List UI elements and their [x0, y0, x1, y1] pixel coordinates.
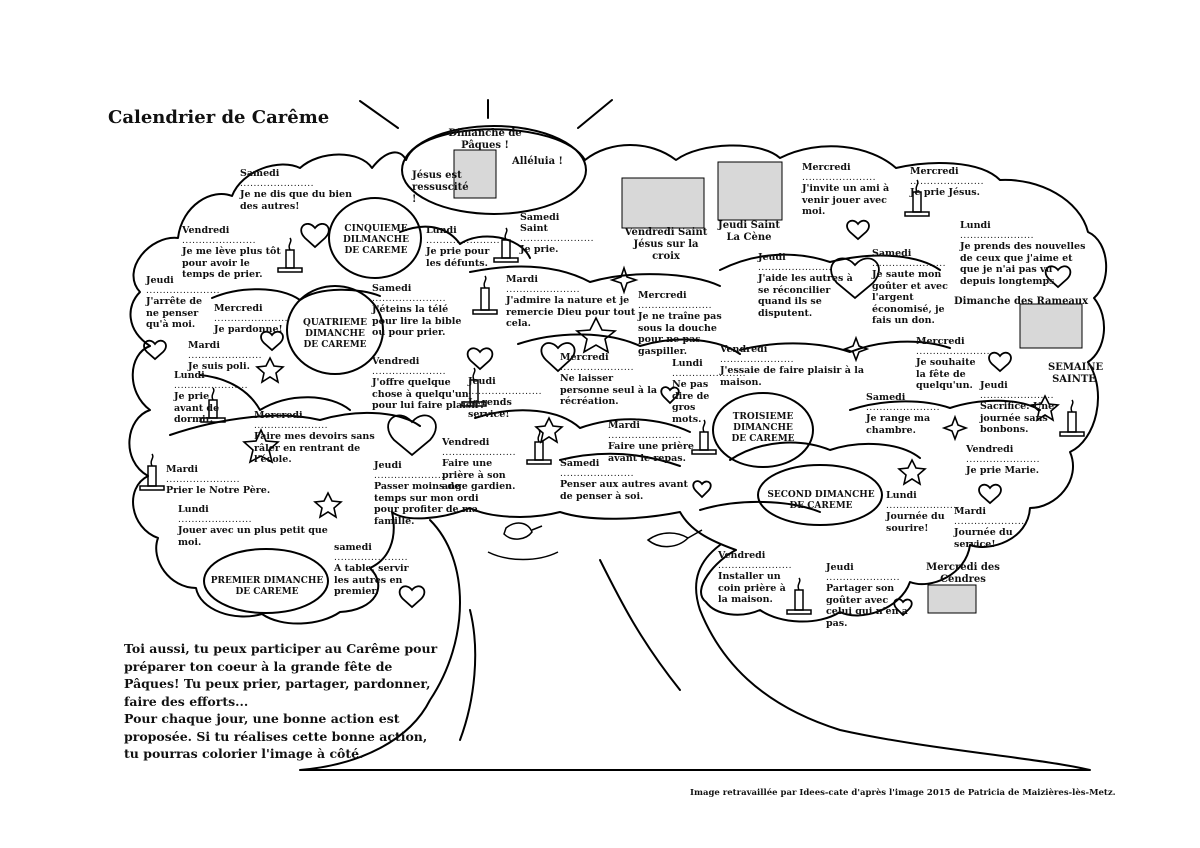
blank-line: ......................	[240, 179, 314, 189]
day-text: Faire une prière à son ange gardien.	[442, 458, 516, 492]
day-text: Je me lève plus tôt pour avoir le temps de prier.	[182, 246, 281, 280]
day-label: Mardi	[188, 340, 220, 351]
bird-icon	[648, 530, 702, 547]
heart-icon	[979, 485, 1001, 503]
sunday-cinquieme: CINQUIEME DILMANCHE DE CAREME	[342, 224, 410, 256]
day-entry-vendredi-5	[966, 444, 1076, 477]
day-label: Samedi	[560, 458, 600, 469]
day-entry-samedi-4	[334, 542, 420, 598]
day-entry-jeudi-3	[374, 460, 490, 527]
day-label: Jeudi	[980, 380, 1008, 391]
day-label: Mercredi	[910, 166, 959, 177]
day-label: Mercredi	[916, 336, 965, 347]
day-text: Installer un coin prière à la maison.	[718, 571, 786, 605]
day-text: Prier le Notre Père.	[166, 485, 271, 496]
blank-line: ......................	[426, 236, 500, 246]
day-entry-jeudi-2	[468, 376, 554, 420]
day-entry-jeudi-1	[146, 275, 220, 331]
day-label: Jeudi	[374, 460, 402, 471]
day-entry-mercredi-5	[802, 162, 890, 218]
sunday-troisieme: TROISIEME DIMANCHE DE CAREME	[731, 412, 795, 444]
candle-icon	[527, 430, 551, 464]
day-label: Jeudi	[826, 562, 854, 573]
day-label: Mardi	[166, 464, 198, 475]
day-label: Vendredi	[720, 344, 768, 355]
blank-line: ......................	[146, 286, 220, 296]
day-label: Mercredi	[254, 410, 303, 421]
blank-line: ......................	[214, 314, 288, 324]
sunday-quatrieme: QUATRIEME DIMANCHE DE CAREME	[303, 318, 367, 350]
day-label: Samedi	[872, 248, 912, 259]
day-label: Vendredi	[442, 437, 490, 448]
day-entry-mardi-5	[954, 506, 1044, 550]
day-entry-mercredi-3	[560, 352, 664, 408]
blank-line: ......................	[468, 387, 542, 397]
day-text: Sacrifice: Une journée sans bonbons.	[980, 401, 1055, 435]
day-text: Je range ma chambre.	[866, 413, 931, 436]
blank-line: ......................	[866, 403, 940, 413]
day-text: A table, servir les autres en premier.	[334, 563, 409, 597]
day-label: Vendredi	[966, 444, 1014, 455]
day-text: J'invite un ami à venir jouer avec moi.	[802, 183, 890, 217]
day-entry-samedi-1	[240, 168, 352, 212]
day-label: Mardi	[954, 506, 986, 517]
sunday-premier: PREMIER DIMANCHE DE CAREME	[210, 576, 324, 597]
day-entry-mercredi-6	[910, 166, 990, 199]
credit-text: Image retravaillée par Idees-cate d'après l'image 2015 de Patricia de Maizières-lès-Metz.	[690, 788, 1116, 798]
day-entry-vendredi-6	[718, 550, 798, 606]
day-entry-mardi-2	[506, 274, 638, 330]
day-label: Jeudi	[468, 376, 496, 387]
day-text: Journée du service!	[954, 527, 1013, 550]
day-text: Journée du sourire!	[886, 511, 945, 534]
day-entry-lundi-5	[960, 220, 1090, 287]
blank-line: ......................	[442, 448, 516, 458]
day-entry-samedi-3	[560, 458, 700, 502]
day-entry-mercredi-7	[916, 336, 988, 392]
day-label: Jeudi	[758, 252, 786, 263]
day-text: Je prie Jésus.	[910, 187, 980, 198]
day-label: Mercredi	[638, 290, 687, 301]
heart-icon	[301, 224, 329, 247]
day-entry-samedi-saint	[520, 212, 594, 256]
cendres-label: Mercredi des Cendres	[926, 562, 1000, 585]
day-text: Je rends service!	[468, 397, 512, 420]
day-text: Penser aux autres avant de penser à soi.	[560, 479, 688, 502]
day-entry-jeudi-4	[758, 252, 864, 319]
day-entry-vendredi-4	[720, 344, 900, 388]
day-entry-samedi-6	[866, 392, 942, 436]
blank-line: ......................	[254, 421, 328, 431]
day-label: Vendredi	[182, 225, 230, 236]
day-label: Samedi	[372, 283, 412, 294]
day-label: Lundi	[960, 220, 991, 231]
day-label: Vendredi	[372, 356, 420, 367]
day-text: Je prie.	[520, 244, 559, 255]
star-icon	[536, 418, 562, 442]
day-entry-jeudi-5	[980, 380, 1064, 436]
blank-line: ......................	[374, 471, 448, 481]
blank-line: ......................	[372, 294, 446, 304]
blank-line: ......................	[954, 517, 1028, 527]
day-text: Je ne dis que du bien des autres!	[240, 189, 352, 212]
day-entry-mercredi-4	[254, 410, 378, 466]
day-entry-samedi-2	[372, 283, 468, 339]
day-text: J'aide les autres à se réconcilier quand ils se disputent.	[758, 273, 853, 319]
palms-image	[1020, 304, 1082, 348]
day-label: Mercredi	[560, 352, 609, 363]
nest-icon	[488, 552, 558, 560]
heart-icon	[388, 415, 436, 455]
last-supper-image	[718, 162, 782, 220]
day-text: Ne pas dire de gros mots.	[672, 379, 710, 425]
intro-text: Toi aussi, tu peux participer au Carême pour préparer ton coeur à la grande fête de Pâques! Tu peux prier, partager, pardonner, faire des efforts... Pour chaque jour, une bonne action est proposée. Si tu réalises cette bonne action, tu pourras colorier l'image à côté.	[124, 641, 438, 761]
day-text: Partager son goûter avec celui qui n'en a pas.	[826, 583, 908, 629]
blank-line: ......................	[560, 469, 634, 479]
day-entry-vendredi-1	[182, 225, 282, 281]
ashes-image	[928, 585, 976, 613]
day-label: Mercredi	[214, 303, 263, 314]
day-text: Je pardonne!	[214, 324, 283, 335]
day-entry-mardi-1	[188, 340, 268, 373]
sparkle-icon	[944, 417, 966, 439]
vendredi-saint-label: Vendredi Saint Jésus sur la croix	[624, 227, 708, 262]
blank-line: ......................	[174, 381, 248, 391]
day-text: Je prie avant de dormir.	[174, 391, 220, 425]
blank-line: ......................	[758, 263, 832, 273]
day-text: Je saute mon goûter et avec l'argent économisé, je fais un don.	[872, 269, 948, 326]
blank-line: ......................	[372, 367, 446, 377]
day-label: Lundi	[672, 358, 703, 369]
day-label: Samedi	[866, 392, 906, 403]
day-label: Samedi Saint	[520, 212, 560, 234]
day-entry-mercredi-1	[214, 303, 288, 336]
semaine-sainte-label: SEMAINE SAINTE	[1048, 362, 1104, 385]
blank-line: ......................	[506, 285, 580, 295]
blank-line: ......................	[638, 301, 712, 311]
blank-line: ......................	[560, 363, 634, 373]
day-text: Je prie Marie.	[966, 465, 1040, 476]
day-label: Mercredi	[802, 162, 851, 173]
day-text: J'arrête de ne penser qu'à moi.	[146, 296, 203, 330]
day-text: Je prends des nouvelles de ceux que j'aime et que je n'ai pas vu depuis longtemps	[960, 241, 1086, 287]
day-label: Lundi	[426, 225, 457, 236]
blank-line: ......................	[872, 259, 946, 269]
day-entry-jeudi-6	[826, 562, 916, 629]
blank-line: ......................	[178, 515, 252, 525]
day-text: Je ne traîne pas sous la douche pour ne pas gaspiller.	[638, 311, 722, 357]
blank-line: ......................	[188, 351, 262, 361]
crucifixion-image	[622, 178, 704, 228]
day-label: Mardi	[608, 420, 640, 431]
day-text: J'essaie de faire plaisir à la maison.	[720, 365, 864, 388]
candle-icon	[473, 276, 497, 314]
day-label: Jeudi	[146, 275, 174, 286]
day-text: J'éteins la télé pour lire la bible ou pour prier.	[372, 304, 462, 338]
easter-title: Dimanche de Pâques !	[448, 128, 522, 151]
blank-line: ......................	[966, 455, 1040, 465]
blank-line: ......................	[608, 431, 682, 441]
sunday-second: SECOND DIMANCHE DE CAREME	[767, 490, 875, 511]
jeudi-saint-label: Jeudi Saint La Cène	[717, 220, 781, 243]
day-text: Jouer avec un plus petit que moi.	[178, 525, 328, 548]
day-entry-lundi-3	[672, 358, 746, 425]
blank-line: ......................	[520, 234, 594, 244]
day-text: J'admire la nature et je remercie Dieu pour tout cela.	[506, 295, 636, 329]
day-label: Mardi	[506, 274, 538, 285]
easter-text: Jésus est ressuscité !	[412, 170, 469, 205]
blank-line: ......................	[910, 177, 984, 187]
star-icon	[899, 460, 925, 484]
day-label: Lundi	[178, 504, 209, 515]
day-label: Samedi	[240, 168, 280, 179]
day-entry-samedi-5	[872, 248, 952, 327]
blank-line: ......................	[720, 355, 794, 365]
blank-line: ......................	[886, 501, 960, 511]
blank-line: ......................	[334, 553, 408, 563]
day-text: Faire mes devoirs sans râler en rentrant de l'école.	[254, 431, 375, 465]
blank-line: ......................	[980, 391, 1054, 401]
day-text: Je prie pour les défunts.	[426, 246, 490, 269]
blank-line: ......................	[182, 236, 256, 246]
blank-line: ......................	[802, 173, 876, 183]
blank-line: ......................	[960, 231, 1034, 241]
day-entry-lundi-2	[426, 225, 500, 269]
blank-line: ......................	[826, 573, 900, 583]
day-entry-lundi-1	[174, 370, 248, 426]
day-label: samedi	[334, 542, 372, 553]
day-label: Lundi	[174, 370, 205, 381]
rameaux-label: Dimanche des Rameaux	[954, 296, 1089, 307]
day-text: Faire une prière avant le repas.	[608, 441, 694, 464]
day-text: Je souhaite la fête de quelqu'un.	[916, 357, 976, 391]
day-entry-mardi-4	[166, 464, 286, 497]
blank-line: ......................	[718, 561, 792, 571]
blank-line: ......................	[672, 369, 746, 379]
day-label: Lundi	[886, 490, 917, 501]
page-title: Calendrier de Carême	[108, 107, 330, 128]
blank-line: ......................	[916, 347, 990, 357]
blank-line: ......................	[166, 475, 240, 485]
heart-icon	[989, 353, 1011, 371]
day-entry-lundi-4	[178, 504, 338, 548]
heart-icon	[847, 221, 869, 239]
day-text: J'offre quelque chose à quelqu'un pour lui faire plaisir!	[372, 377, 484, 411]
day-text: Je suis poli.	[188, 361, 250, 372]
day-text: Ne laisser personne seul à la récréation.	[560, 373, 657, 407]
day-text: Passer moins de temps sur mon ordi pour profiter de ma famille.	[374, 481, 479, 527]
alleluia-text: Alléluia !	[512, 156, 563, 167]
bird-icon	[504, 523, 542, 539]
day-label: Vendredi	[718, 550, 766, 561]
